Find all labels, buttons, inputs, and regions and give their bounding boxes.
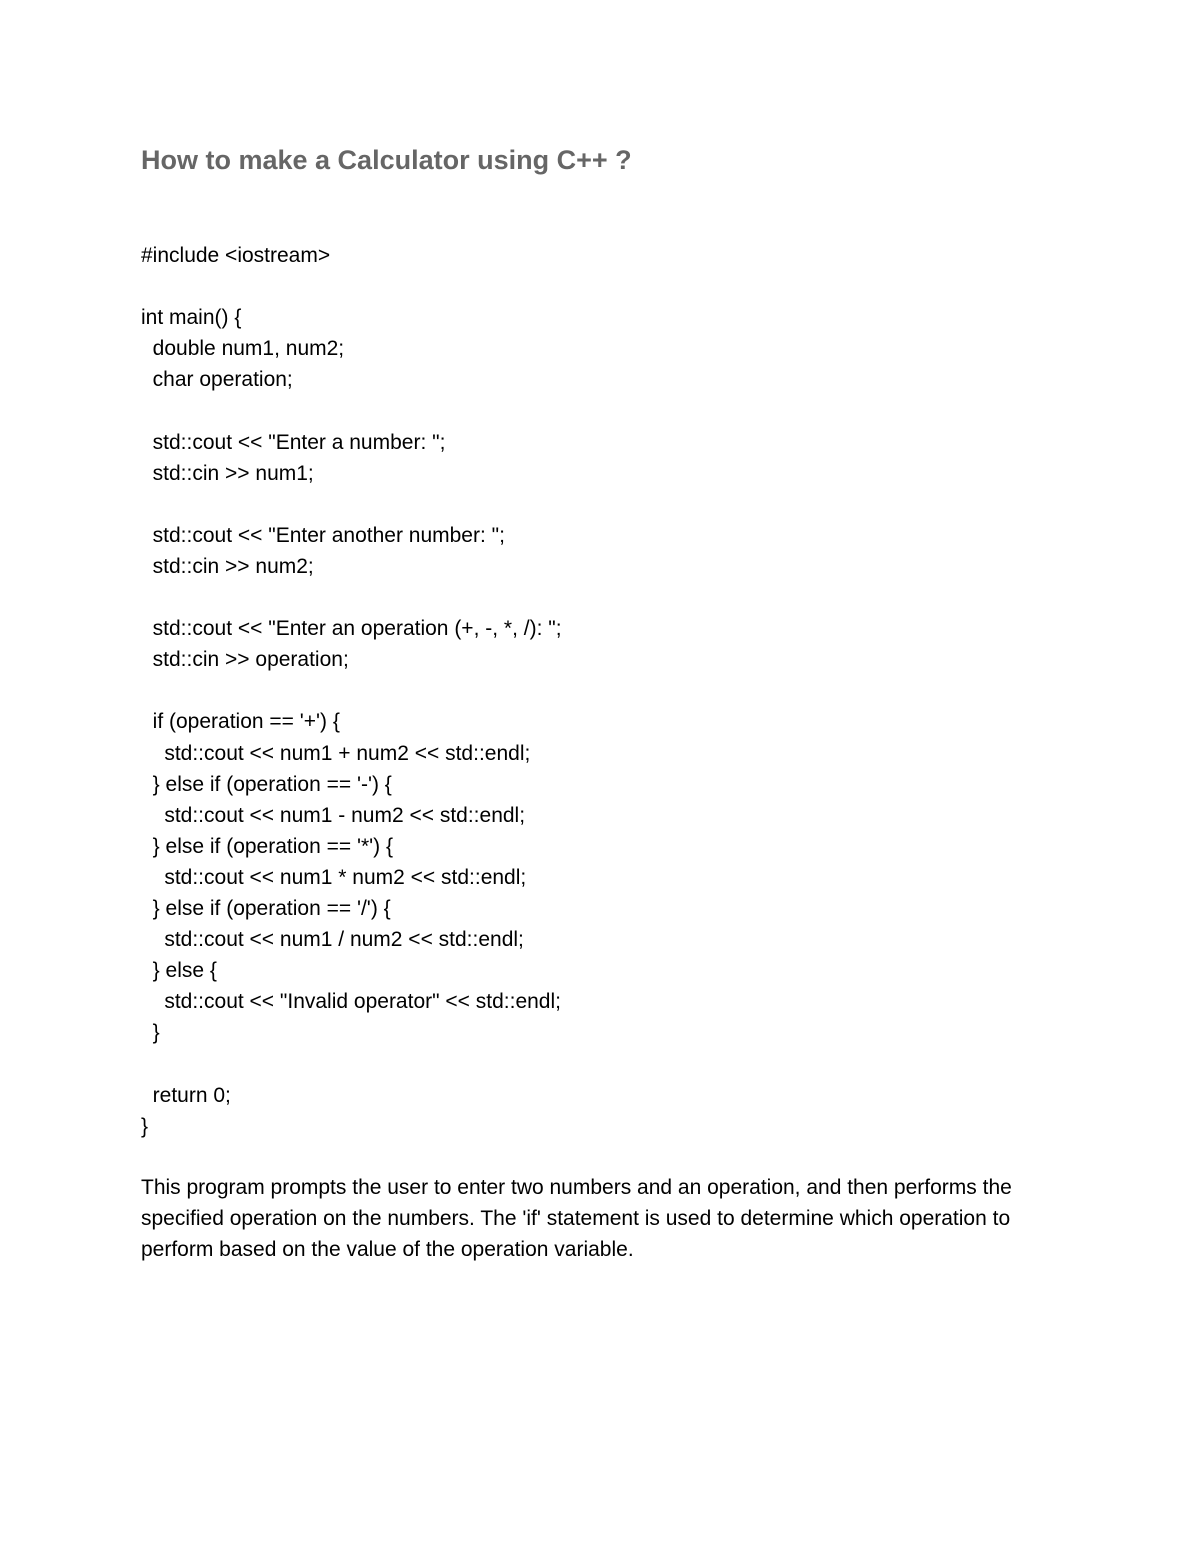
code-block bbox=[141, 240, 562, 1142]
code-line: std::cin >> num2; bbox=[141, 554, 314, 578]
code-line bbox=[141, 271, 562, 302]
code-line: } else if (operation == '-') { bbox=[141, 772, 392, 796]
code-line: } else { bbox=[141, 959, 217, 983]
code-line: std::cout << num1 - num2 << std::endl; bbox=[141, 803, 526, 827]
code-line: double num1, num2; bbox=[141, 337, 345, 361]
code-line: std::cout << num1 / num2 << std::endl; bbox=[141, 928, 524, 952]
code-line bbox=[141, 395, 562, 426]
code-line: std::cin >> num1; bbox=[141, 461, 314, 485]
code-line: std::cout << "Enter a number: "; bbox=[141, 430, 446, 454]
description-paragraph: This program prompts the user to enter two numbers and an operation, and then performs the specified operation on the numbers. The 'if' statement is used to determine which operation to perform based on the value of the operation variable. bbox=[141, 1176, 1012, 1261]
code-line: } bbox=[141, 1021, 160, 1045]
code-line: } bbox=[141, 1114, 149, 1138]
code-line: return 0; bbox=[141, 1083, 231, 1107]
code-line: } else if (operation == '*') { bbox=[141, 834, 393, 858]
code-line: int main() { bbox=[141, 306, 242, 330]
code-line: std::cout << num1 + num2 << std::endl; bbox=[141, 741, 531, 765]
code-line bbox=[141, 489, 562, 520]
code-line: std::cout << num1 * num2 << std::endl; bbox=[141, 865, 527, 889]
code-line bbox=[141, 1048, 562, 1079]
document-title: How to make a Calculator using C++ ? bbox=[141, 145, 632, 175]
code-line: std::cout << "Enter an operation (+, -, *, /): "; bbox=[141, 617, 562, 641]
code-line: std::cin >> operation; bbox=[141, 648, 349, 672]
code-line: char operation; bbox=[141, 368, 293, 392]
code-line bbox=[141, 675, 562, 706]
code-line bbox=[141, 582, 562, 613]
code-line: if (operation == '+') { bbox=[141, 710, 340, 734]
code-line: } else if (operation == '/') { bbox=[141, 896, 391, 920]
code-line: std::cout << "Enter another number: "; bbox=[141, 523, 505, 547]
code-line: #include <iostream> bbox=[141, 244, 331, 267]
code-line: std::cout << "Invalid operator" << std::endl; bbox=[141, 990, 561, 1014]
